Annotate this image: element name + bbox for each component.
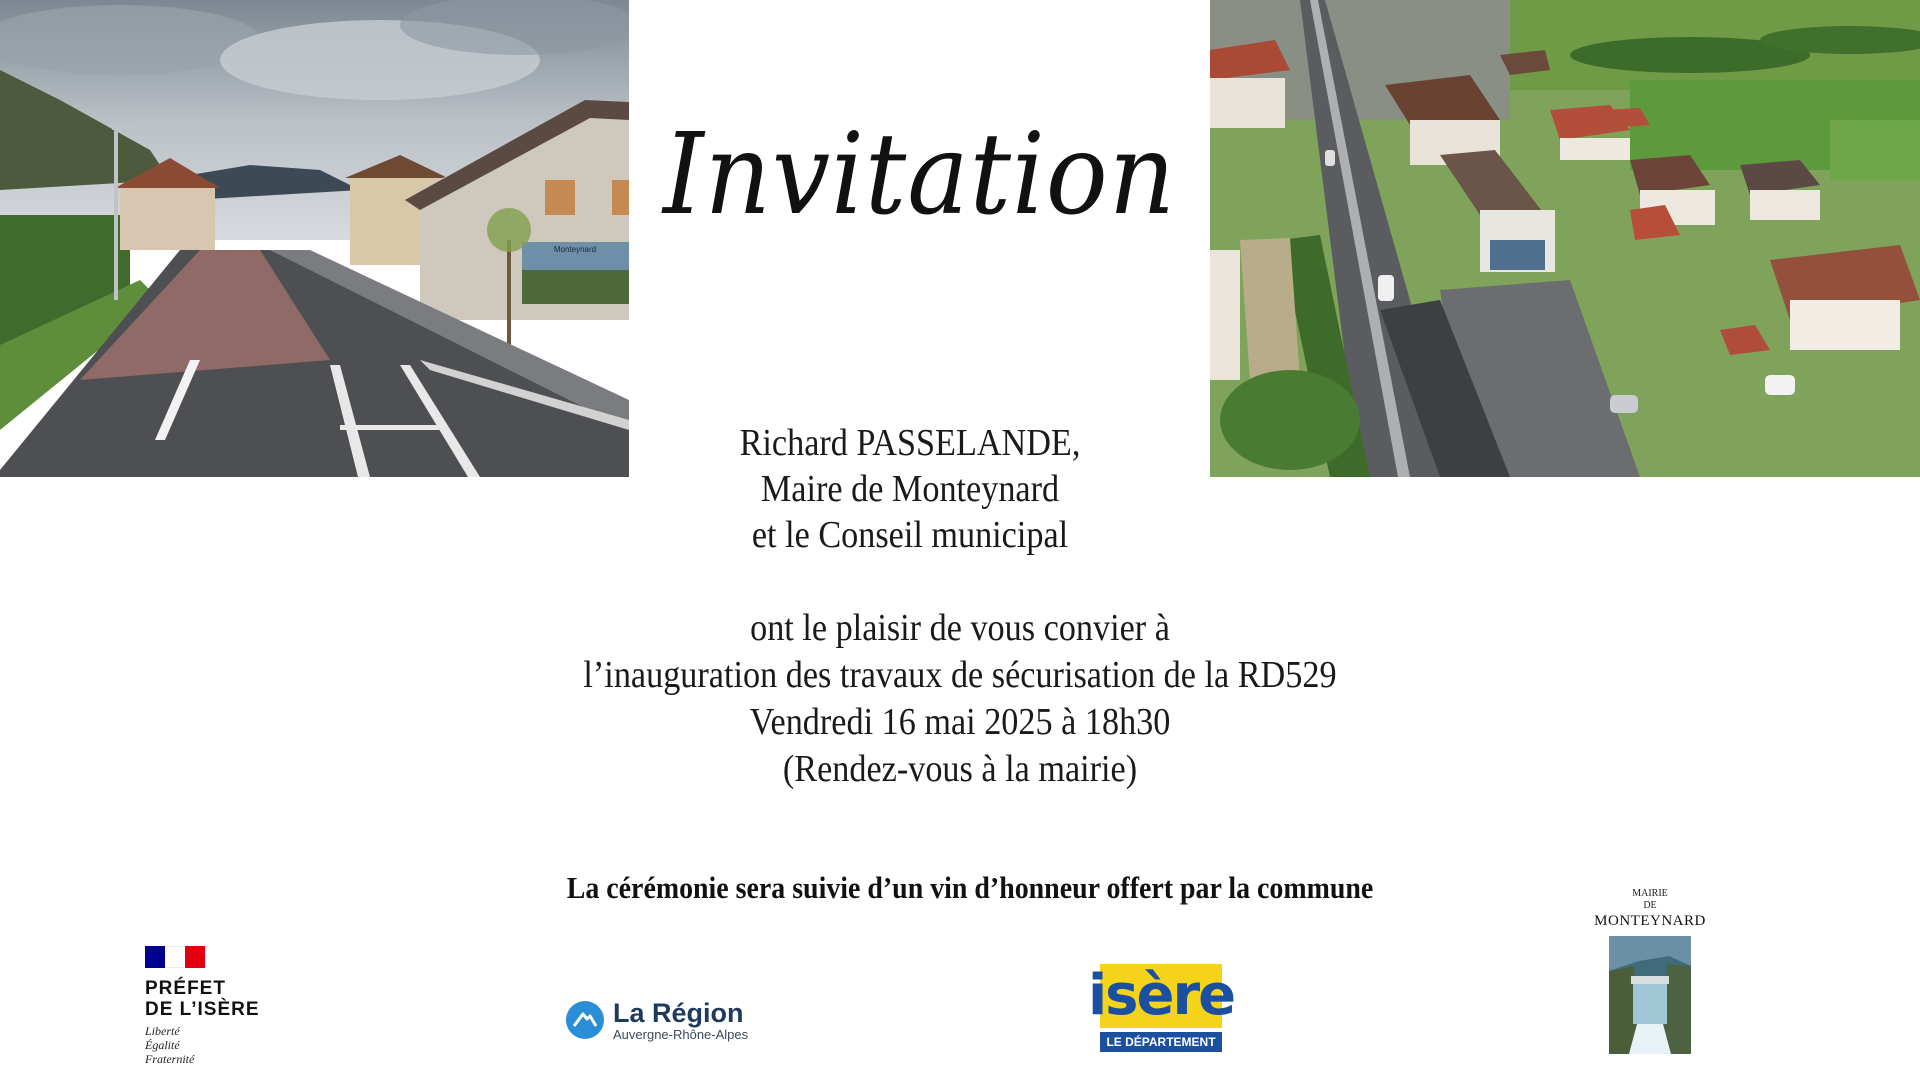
- host-block: [595, 420, 1225, 558]
- billboard-sign: Monteynard: [553, 245, 597, 254]
- message-date: Vendredi 16 mai 2025 à 18h30: [749, 701, 1171, 743]
- region-name: La Région: [613, 997, 744, 1028]
- region-subtitle: Auvergne-Rhône-Alpes: [613, 1026, 749, 1042]
- village-street-photo: [0, 0, 629, 477]
- mairie-monteynard-logo: MAIRIE DE MONTEYNARD: [1588, 888, 1712, 1053]
- host-name: Richard PASSELANDE,: [739, 422, 1081, 464]
- message-location: (Rendez-vous à la mairie): [782, 748, 1138, 790]
- reception-note: La cérémonie sera suivie d’un vin d’honneur offert par la commune: [566, 870, 1374, 905]
- message-intro: ont le plaisir de vous convier à: [750, 607, 1170, 649]
- republic-motto: Liberté Égalité Fraternité: [145, 1024, 195, 1066]
- prefet-title: PRÉFET DE L’ISÈRE: [145, 978, 260, 1020]
- region-mountain-icon: [565, 1000, 605, 1040]
- isere-wordmark: isère: [1087, 963, 1235, 1028]
- dam-waterfall-icon: [1609, 936, 1691, 1054]
- french-flag-icon: [145, 946, 205, 968]
- invitation-title: Invitation: [662, 110, 1177, 240]
- invitation-message: [510, 605, 1410, 793]
- prefet-isere-logo: [145, 946, 295, 1071]
- host-council: et le Conseil municipal: [751, 514, 1069, 556]
- message-event: l’inauguration des travaux de sécurisation de la RD529: [583, 654, 1337, 696]
- isere-subtitle: LE DÉPARTEMENT: [1100, 1032, 1222, 1052]
- isere-departement-logo: [1087, 963, 1235, 1052]
- aerial-village-photo: [1210, 0, 1920, 477]
- host-role: Maire de Monteynard: [760, 468, 1060, 510]
- region-aura-logo: [565, 995, 785, 1045]
